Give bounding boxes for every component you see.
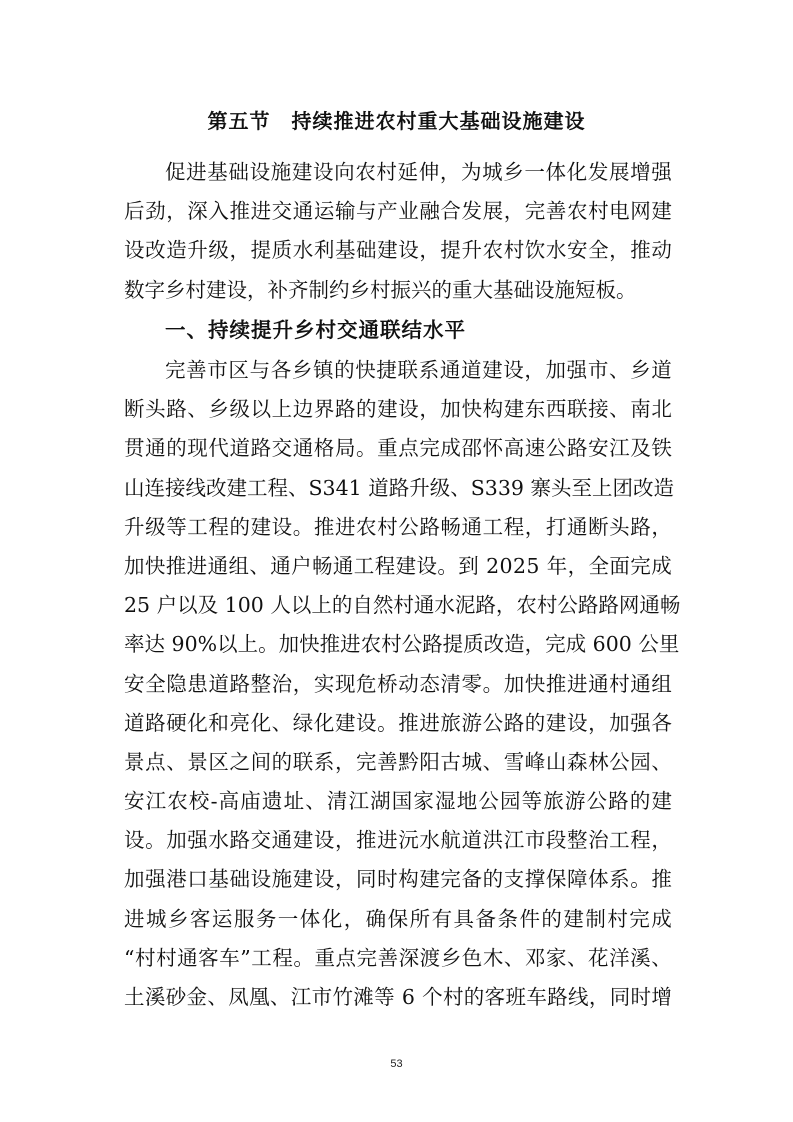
subheading: 一、持续提升乡村交通联结水平 bbox=[165, 318, 466, 342]
text-line: 加 强 港 口 基 础 设 施 建 设 ， 同 时 构 建 完 备 的 支 撑 保 障 体 系 。 推 bbox=[124, 867, 672, 892]
text-line: 完 善 市 区 与 各 乡 镇 的 快 捷 联 系 通 道 建 设 ， 加 强 市 、 乡 道 bbox=[165, 358, 672, 382]
text-line: 促 进 基 础 设 施 建 设 向 农 村 延 伸 ， 为 城 乡 一 体 化 发 展 增 强 bbox=[165, 160, 672, 184]
text-line: 安 江 农 校 - 高 庙 遗 址 、 清 江 湖 国 家 湿 地 公 园 等 旅 游 公 路 的 建 bbox=[124, 789, 672, 814]
text-line: 贯 通 的 现 代 道 路 交 通 格 局 。 重 点 完 成 邵 怀 高 速 公 路 安 江 及 铁 bbox=[124, 436, 672, 461]
page-number: 53 bbox=[390, 1058, 403, 1070]
text-line: 2 5 户 以 及 1 0 0 人 以 上 的 自 然 村 通 水 泥 路 ， 农 村 公 路 路 网 通 畅 bbox=[124, 593, 681, 618]
text-line: 加 快 推 进 通 组 、 通 户 畅 通 工 程 建 设 。 到 2 0 2 5 年 ， 全 面 完 成 bbox=[124, 553, 672, 578]
section-title: 第五节 持续推进农村重大基础设施建设 bbox=[207, 109, 586, 133]
text-line: 后 劲 ， 深 入 推 进 交 通 运 输 与 产 业 融 合 发 展 ， 完 善 农 村 电 网 建 bbox=[124, 199, 672, 224]
text-line: 道 路 硬 化 和 亮 化 、 绿 化 建 设 。 推 进 旅 游 公 路 的 建 设 ， 加 强 各 bbox=[124, 710, 672, 735]
text-line: 数字乡村建设，补齐制约乡村振兴的重大基础设施短板。 bbox=[124, 277, 637, 302]
text-line: 进 城 乡 客 运 服 务 一 体 化 ， 确 保 所 有 具 备 条 件 的 建 制 村 完 成 bbox=[124, 906, 672, 931]
text-line: 断 头 路 、 乡 级 以 上 边 界 路 的 建 设 ， 加 快 构 建 东 西 联 接 、 南 北 bbox=[124, 397, 672, 422]
text-line: 设 。 加 强 水 路 交 通 建 设 ， 推 进 沅 水 航 道 洪 江 市 段 整 治 工 程 ， bbox=[124, 828, 672, 853]
text-line: 设 改 造 升 级 ， 提 质 水 利 基 础 建 设 ， 提 升 农 村 饮 水 安 全 ， 推 动 bbox=[124, 238, 672, 263]
text-line: “ 村 村 通 客 车 ” 工 程 。 重 点 完 善 深 渡 乡 色 木 、 邓 家 、 花 洋 溪 、 bbox=[124, 945, 672, 970]
intro-paragraph bbox=[124, 153, 672, 310]
body-paragraph bbox=[124, 351, 681, 1017]
text-line: 安 全 隐 患 道 路 整 治 ， 实 现 危 桥 动 态 清 零 。 加 快 推 进 通 村 通 组 bbox=[124, 671, 672, 696]
text-line: 景 点 、 景 区 之 间 的 联 系 ， 完 善 黔 阳 古 城 、 雪 峰 山 森 林 公 园 、 bbox=[124, 749, 672, 774]
text-line: 土 溪 砂 金 、 凤 凰 、 江 市 竹 滩 等 6 个 村 的 客 班 车 路 线 ， 同 时 增 bbox=[124, 985, 672, 1009]
text-line: 山 连 接 线 改 建 工 程 、 S 3 4 1 道 路 升 级 、 S 3 3 9 寨 头 至 上 团 改 造 bbox=[124, 475, 674, 500]
text-line: 率 达 9 0 % 以 上 。 加 快 推 进 农 村 公 路 提 质 改 造 ， 完 成 6 0 0 公 里 bbox=[124, 632, 680, 657]
text-line: 升 级 等 工 程 的 建 设 。 推 进 农 村 公 路 畅 通 工 程 ， 打 通 断 头 路 ， bbox=[124, 514, 672, 539]
